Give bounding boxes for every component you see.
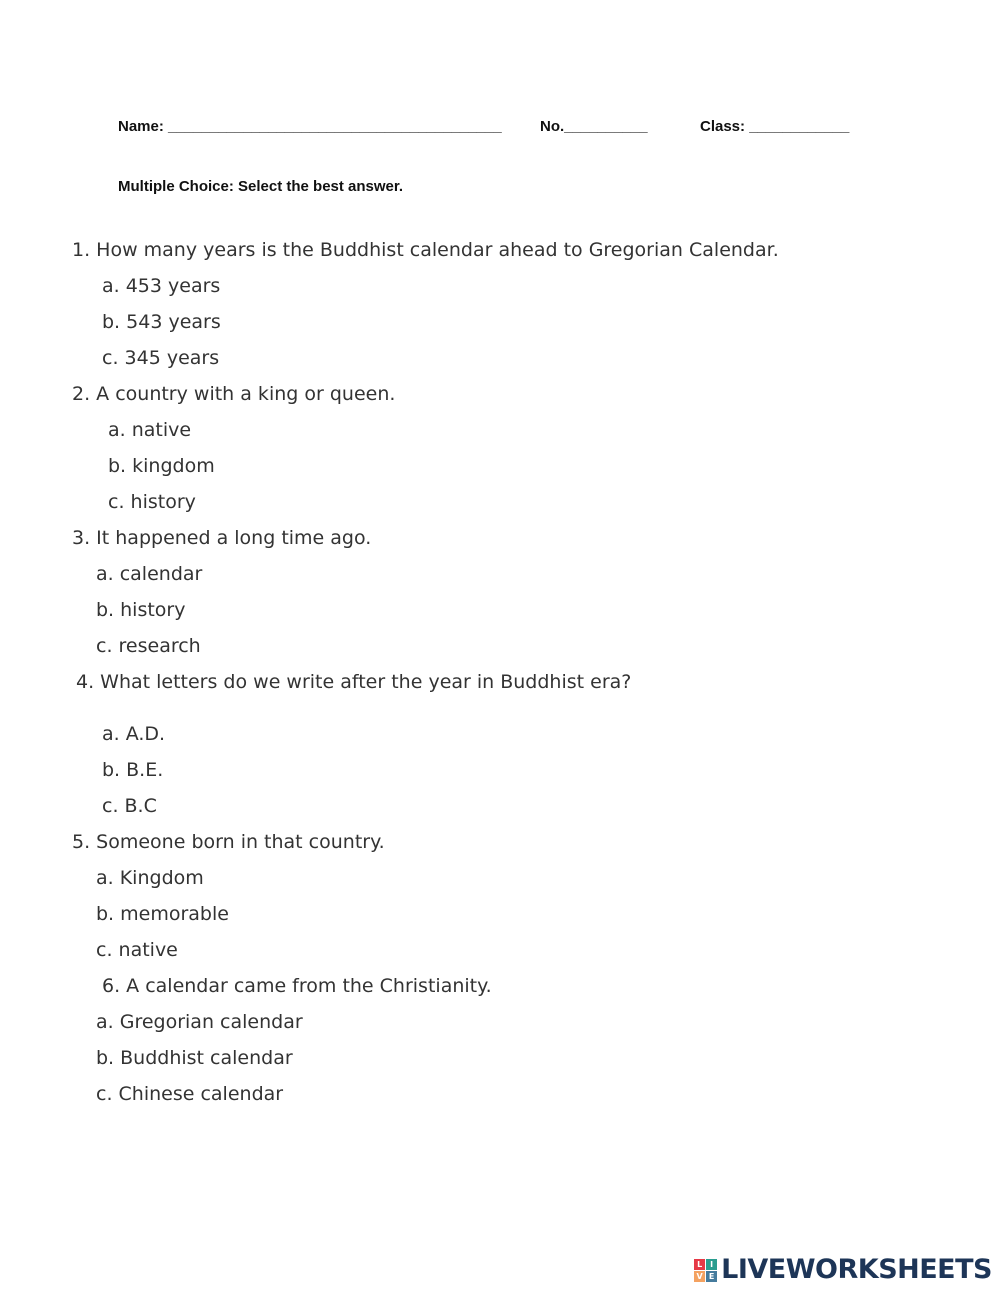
question-3-option-a[interactable]: a. calendar	[96, 563, 203, 585]
question-1-prompt: 1. How many years is the Buddhist calendar ahead to Gregorian Calendar.	[72, 239, 779, 261]
logo-tile-i: I	[706, 1259, 717, 1270]
number-field[interactable]: No.__________	[540, 118, 648, 135]
question-1-option-c[interactable]: c. 345 years	[102, 347, 220, 369]
question-2-option-a[interactable]: a. native	[108, 419, 192, 441]
question-6-option-b[interactable]: b. Buddhist calendar	[96, 1047, 293, 1069]
question-1-option-a[interactable]: a. 453 years	[102, 275, 221, 297]
question-4-option-b[interactable]: b. B.E.	[102, 759, 164, 781]
name-field[interactable]: Name: ________________________________________	[118, 118, 502, 135]
logo-tile-v: V	[694, 1271, 705, 1282]
question-2-option-c[interactable]: c. history	[108, 491, 196, 513]
question-5-prompt: 5. Someone born in that country.	[72, 831, 385, 853]
question-3-option-b[interactable]: b. history	[96, 599, 186, 621]
question-5-option-a[interactable]: a. Kingdom	[96, 867, 204, 889]
question-5-option-b[interactable]: b. memorable	[96, 903, 229, 925]
logo-tile-l: L	[694, 1259, 705, 1270]
question-6-prompt: 6. A calendar came from the Christianity.	[102, 975, 492, 997]
question-4-option-c[interactable]: c. B.C	[102, 795, 157, 817]
liveworksheets-logo	[694, 1255, 992, 1285]
question-1-option-b[interactable]: b. 543 years	[102, 311, 221, 333]
question-2-prompt: 2. A country with a king or queen.	[72, 383, 396, 405]
question-6-option-c[interactable]: c. Chinese calendar	[96, 1083, 284, 1105]
question-4-prompt: 4. What letters do we write after the year in Buddhist era?	[76, 671, 632, 693]
logo-tile-e: E	[706, 1271, 717, 1282]
question-4-option-a[interactable]: a. A.D.	[102, 723, 166, 745]
class-field[interactable]: Class: ____________	[700, 118, 850, 135]
instructions: Multiple Choice: Select the best answer.	[118, 178, 404, 195]
liveworksheets-logo-text: LIVEWORKSHEETS	[721, 1254, 992, 1285]
liveworksheets-logo-icon	[694, 1259, 717, 1282]
question-3-prompt: 3. It happened a long time ago.	[72, 527, 372, 549]
question-3-option-c[interactable]: c. research	[96, 635, 201, 657]
question-5-option-c[interactable]: c. native	[96, 939, 178, 961]
question-2-option-b[interactable]: b. kingdom	[108, 455, 215, 477]
question-6-option-a[interactable]: a. Gregorian calendar	[96, 1011, 303, 1033]
